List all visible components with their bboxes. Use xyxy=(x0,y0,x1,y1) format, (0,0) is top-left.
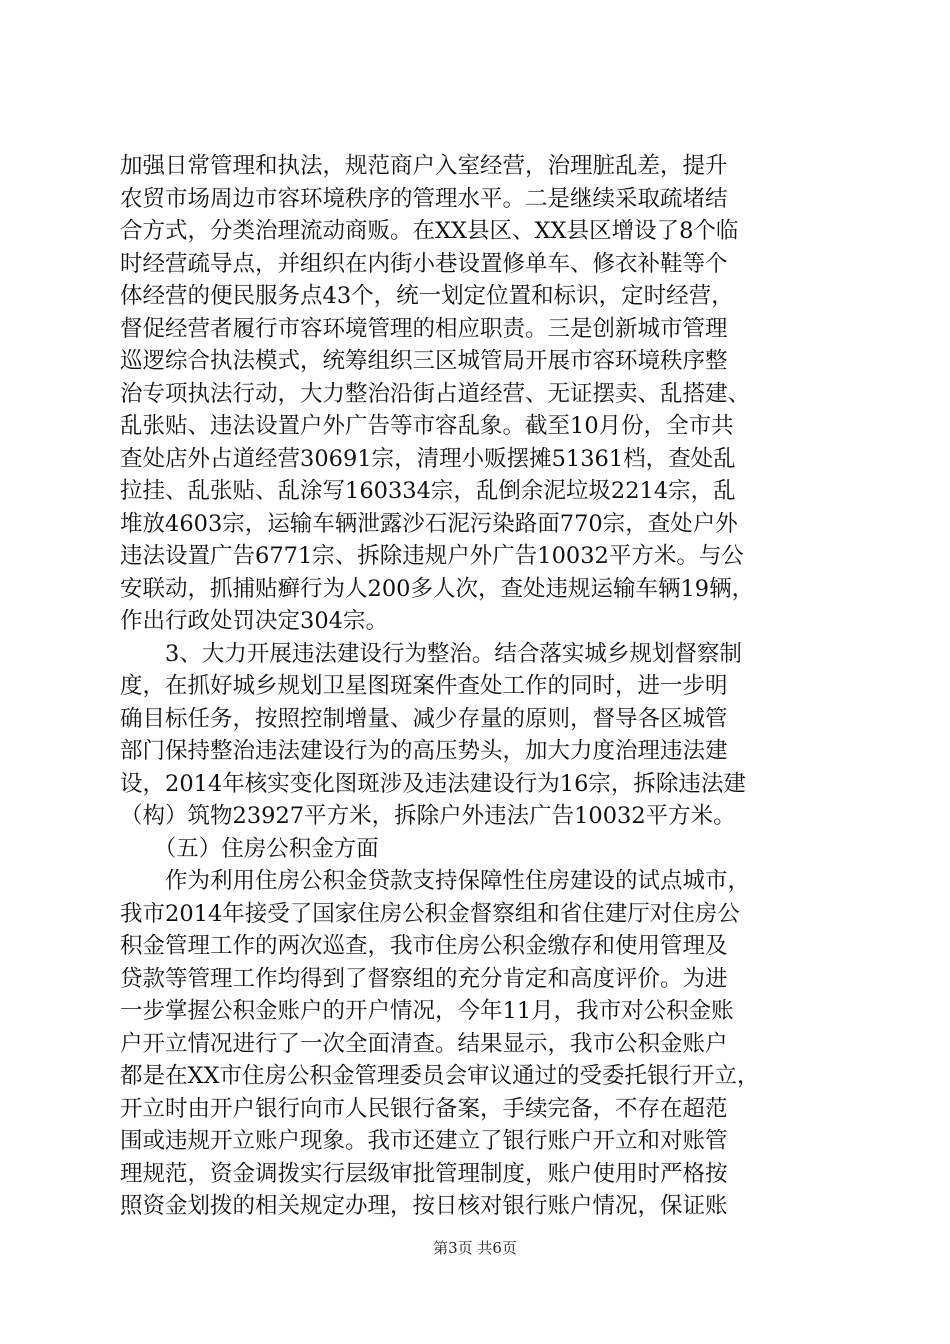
text-line: 度，在抓好城乡规划卫星图斑案件查处工作的同时，进一步明 xyxy=(120,673,728,699)
text-line: 设，2014年核实变化图斑涉及违法建设行为16宗，拆除违法建 xyxy=(120,770,746,797)
text-line: 违法设置广告6771宗、拆除违规户外广告10032平方米。与公 xyxy=(120,543,744,569)
text-line: 围或违规开立账户现象。我市还建立了银行账户开立和对账管 xyxy=(120,1128,728,1154)
text-line: 部门保持整治违法建设行为的高压势头，加大力度治理违法建 xyxy=(120,738,728,764)
text-line: 积金管理工作的两次巡查，我市住房公积金缴存和使用管理及 xyxy=(120,933,728,959)
text-line: 农贸市场周边市容环境秩序的管理水平。二是继续采取疏堵结 xyxy=(120,185,728,212)
text-line: 时经营疏导点，并组织在内街小巷设置修单车、修衣补鞋等个 xyxy=(120,250,728,277)
document-body xyxy=(120,150,835,1223)
text-line: 巡逻综合执法模式，统筹组织三区城管局开展市容环境秩序整 xyxy=(120,348,728,374)
text-line: 我市2014年接受了国家住房公积金督察组和省住建厅对住房公 xyxy=(120,900,740,927)
text-line: 加强日常管理和执法，规范商户入室经营，治理脏乱差，提升 xyxy=(120,153,728,179)
paragraph-start-line: 作为利用住房公积金贷款支持保障性住房建设的试点城市， xyxy=(120,868,751,894)
text-line: 安联动，抓捕贴癣行为人200多人次，查处违规运输车辆19辆， xyxy=(120,575,755,602)
text-line: 照资金划拨的相关规定办理，按日核对银行账户情况，保证账 xyxy=(120,1193,728,1219)
text-line: 理规范，资金调拨实行层级审批管理制度，账户使用时严格按 xyxy=(120,1160,728,1187)
text-line: 都是在XX市住房公积金管理委员会审议通过的受委托银行开立， xyxy=(120,1063,760,1089)
text-line: 治专项执法行动，大力整治沿街占道经营、无证摆卖、乱搭建、 xyxy=(120,380,751,407)
text-line: 确目标任务，按照控制增量、减少存量的原则，督导各区城管 xyxy=(120,705,728,732)
text-line: 查处店外占道经营30691宗，清理小贩摆摊51361档，查处乱 xyxy=(120,445,736,472)
text-line: 合方式，分类治理流动商贩。在XX县区、XX县区增设了8个临 xyxy=(120,218,739,244)
text-line: 乱张贴、违法设置户外广告等市容乱象。截至10月份，全市共 xyxy=(120,413,734,439)
text-line: 贷款等管理工作均得到了督察组的充分肯定和高度评价。为进 xyxy=(120,965,728,992)
section-heading: （五）住房公积金方面 xyxy=(120,835,379,862)
text-line: 拉挂、乱张贴、乱涂写160334宗，乱倒余泥垃圾2214宗，乱 xyxy=(120,478,736,504)
text-line: 督促经营者履行市容环境管理的相应职责。三是创新城市管理 xyxy=(120,315,728,342)
text-line: 堆放4603宗，运输车辆泄露沙石泥污染路面770宗，查处户外 xyxy=(120,510,738,537)
text-line: 户开立情况进行了一次全面清查。结果显示，我市公积金账户 xyxy=(120,1030,728,1057)
paragraph-start-line: 3、大力开展违法建设行为整治。结合落实城乡规划督察制 xyxy=(120,640,742,667)
text-line: 一步掌握公积金账户的开户情况，今年11月，我市对公积金账 xyxy=(120,998,734,1024)
text-line: 体经营的便民服务点43个，统一划定位置和标识，定时经营， xyxy=(120,283,734,309)
text-line: 开立时由开户银行向市人民银行备案，手续完备，不存在超范 xyxy=(120,1095,728,1122)
page-footer: 第3页 共6页 xyxy=(433,1239,517,1257)
text-line: （构）筑物23927平方米，拆除户外违法广告10032平方米。 xyxy=(120,803,736,829)
text-line: 作出行政处罚决定304宗。 xyxy=(120,608,388,634)
